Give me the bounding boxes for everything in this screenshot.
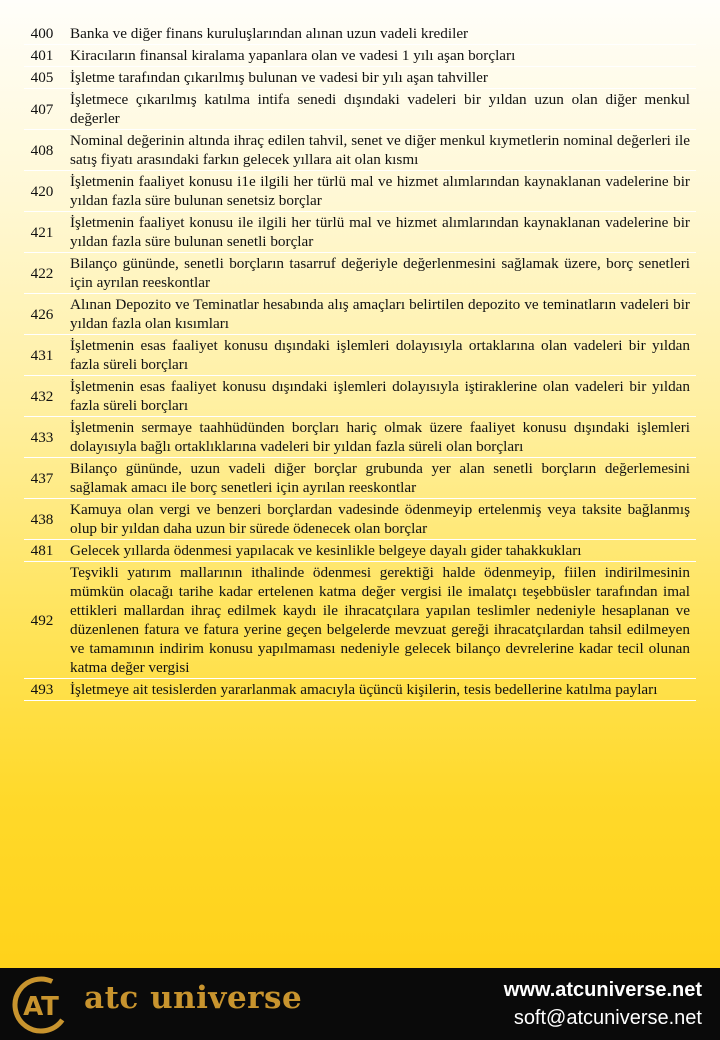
accounts-content bbox=[24, 23, 696, 701]
accounts-table bbox=[24, 23, 696, 701]
account-code: 431 bbox=[30, 346, 54, 364]
account-description: Alınan Depozito ve Teminatlar hesabında alış amaçları belirtilen depozito ve teminatların vadeleri bir yıldan fazla olan kısımları bbox=[70, 296, 690, 332]
account-row bbox=[24, 562, 696, 679]
website-link[interactable]: www.atcuniverse.net bbox=[503, 979, 702, 1001]
account-code: 437 bbox=[30, 469, 54, 487]
account-code: 405 bbox=[30, 69, 54, 86]
account-code: 433 bbox=[30, 428, 54, 446]
account-description: İşletmenin faaliyet konusu i1e ilgili her türlü mal ve hizmet alımlarından kaynaklanan vadelerine bir yıldan fazla süre bulunan senetsiz borçlar bbox=[70, 173, 690, 209]
atc-logo-icon bbox=[10, 974, 72, 1036]
footer-bar bbox=[0, 968, 720, 1040]
account-code: 492 bbox=[30, 611, 54, 629]
account-description: İşletmeye ait tesislerden yararlanmak amacıyla üçüncü kişilerin, tesis bedellerine katılma payları bbox=[70, 681, 658, 698]
account-description: İşletmenin esas faaliyet konusu dışındaki işlemleri dolayısıyla iştiraklerine olan vadeleri bir yıldan fazla süreli borçları bbox=[70, 378, 690, 414]
account-code: 408 bbox=[30, 141, 54, 159]
account-description: Bilanço gününde, senetli borçların tasarruf değeriyle değerlenmesini sağlamak üzere, borç senetleri için ayrılan reeskontlar bbox=[70, 255, 690, 291]
logo-mark-text: AT bbox=[23, 992, 59, 1022]
account-row bbox=[24, 335, 696, 376]
account-code: 400 bbox=[30, 25, 54, 42]
account-row bbox=[24, 294, 696, 335]
account-row bbox=[24, 499, 696, 540]
account-code: 493 bbox=[30, 681, 54, 698]
email-link[interactable]: soft@atcuniverse.net bbox=[513, 1007, 702, 1029]
account-row bbox=[24, 130, 696, 171]
account-description: Bilanço gününde, uzun vadeli diğer borçlar grubunda yer alan senetli borçların değerlemesini sağlamak amacı ile borç senetleri için ayrılan reeskontlar bbox=[70, 460, 690, 496]
account-row bbox=[24, 417, 696, 458]
account-code: 401 bbox=[30, 47, 54, 64]
account-row bbox=[24, 540, 696, 562]
account-row bbox=[24, 376, 696, 417]
account-code: 481 bbox=[30, 542, 54, 559]
account-description: Banka ve diğer finans kuruluşlarından alınan uzun vadeli krediler bbox=[70, 25, 469, 42]
account-row bbox=[24, 212, 696, 253]
account-description: Teşvikli yatırım mallarının ithalinde ödenmesi gerektiği halde ödenmeyip, fiilen indirilmesinin mümkün olacağı tarihe kadar ertelenen katma değer vergisi ile imalatçı teşebbüsler tarafından imal ettikleri mallardan ihraç edilmek kaydı ile ihracatçılara yapılan teslimler nedeniyle hesaplanan ve düzenlenen fatura ve fatura yerine geçen belgelerde mevzuat gereği ihracatçılardan tahsil edilmeyen ve tamamının indirim konusu yapılmaması nedeniyle gelecek bilanço devrelerine kadar tecil olunan katma değer vergisi bbox=[70, 564, 690, 676]
account-row bbox=[24, 45, 696, 67]
account-code: 422 bbox=[30, 264, 54, 282]
account-row bbox=[24, 171, 696, 212]
account-description: İşletmenin esas faaliyet konusu dışındaki işlemleri dolayısıyla ortaklarına olan vadeleri bir yıldan fazla süreli borçları bbox=[70, 337, 690, 373]
account-code: 407 bbox=[30, 100, 54, 118]
account-description: Nominal değerinin altında ihraç edilen tahvil, senet ve diğer menkul kıymetlerin nominal değerleri ile satış fiyatı arasındaki farkın gelecek yıllara ait olan kısmı bbox=[70, 132, 690, 168]
account-description: İşletmenin sermaye taahhüdünden borçları hariç olmak üzere faaliyet konusu dışındaki işlemleri dolayısıyla bağlı ortaklıklarına vadeleri bir yıldan fazla süreli olan borçları bbox=[70, 419, 690, 455]
account-code: 420 bbox=[30, 182, 54, 200]
account-row bbox=[24, 89, 696, 130]
contact-info bbox=[504, 976, 702, 1032]
account-description: Kamuya olan vergi ve benzeri borçlardan vadesinde ödenmeyip ertelenmiş veya taksite bağlanmış olup bir yıldan daha uzun bir sürede ödenecek olan borçlar bbox=[70, 501, 690, 537]
account-code: 426 bbox=[30, 305, 54, 323]
account-row bbox=[24, 458, 696, 499]
account-description: İşletmenin faaliyet konusu ile ilgili her türlü mal ve hizmet alımlarından kaynaklanan vadelerine bir yıldan fazla süre bulunan senetli borçlar bbox=[70, 214, 690, 250]
account-code: 438 bbox=[30, 510, 54, 528]
account-row bbox=[24, 67, 696, 89]
account-row bbox=[24, 23, 696, 45]
account-code: 432 bbox=[30, 387, 54, 405]
account-description: İşletme tarafından çıkarılmış bulunan ve vadesi bir yılı aşan tahviller bbox=[70, 69, 488, 86]
account-description: İşletmece çıkarılmış katılma intifa senedi dışındaki vadeleri bir yıldan uzun olan diğer menkul değerler bbox=[70, 91, 690, 127]
account-description: Gelecek yıllarda ödenmesi yapılacak ve kesinlikle belgeye dayalı gider tahakkukları bbox=[70, 542, 582, 559]
accounts-table-body bbox=[24, 23, 696, 701]
account-description: Kiracıların finansal kiralama yapanlara olan ve vadesi 1 yılı aşan borçları bbox=[70, 47, 516, 64]
account-code: 421 bbox=[30, 223, 54, 241]
brand-name: atc universe bbox=[84, 980, 303, 1016]
account-row bbox=[24, 679, 696, 701]
account-row bbox=[24, 253, 696, 294]
